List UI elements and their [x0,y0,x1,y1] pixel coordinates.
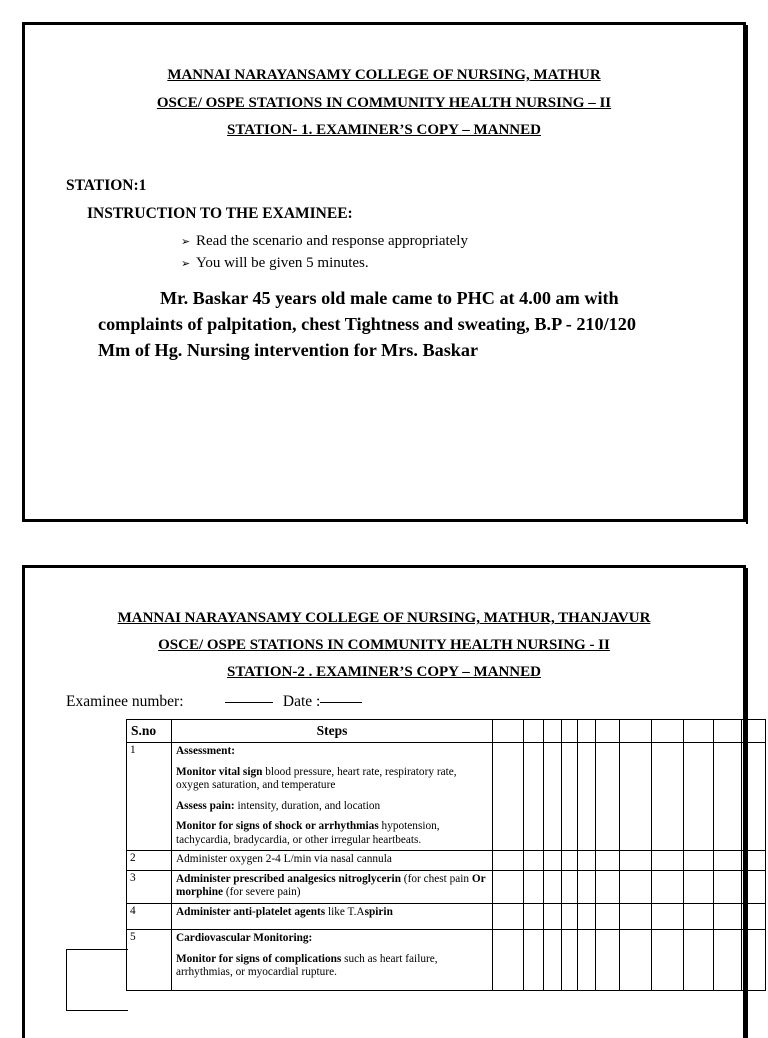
instruction-item: ➢ Read the scenario and response appropriately [181,233,468,249]
arrow-bullet-icon: ➢ [181,236,191,248]
step-cell: Administer anti-platelet agents like T.Aspirin [172,903,493,930]
row-5-extra-border [66,949,128,1011]
station1-label: STATION:1 [66,177,147,194]
step-cell: Administer oxygen 2-4 L/min via nasal cannula [172,851,493,871]
examinee-number-blank [225,702,273,703]
step-cell: Assessment: Monitor vital sign blood pressure, heart rate, respiratory rate, oxygen saturation, and temperature Assess pain: intensity, duration, and location Monitor for signs of shock or arrhythmias hypotension, tachycardia, bradycardia, or other irregular heartbeats. [172,743,493,851]
station1-station-title: STATION- 1. EXAMINER’S COPY – MANNED [227,122,541,138]
sno-header: S.no [127,720,172,743]
scenario-text: Mr. Baskar 45 years old male came to PHC at 4.00 am with complaints of palpitation, chest Tightness and sweating, B.P - 210/120 Mm of Hg. Nursing intervention for Mrs. Baskar [98,288,636,360]
steps-header: Steps [172,720,493,743]
row-number: 2 [127,851,172,871]
steps-table [126,719,766,991]
table-row [127,851,766,871]
row-number: 4 [127,903,172,930]
station2-college-title: MANNAI NARAYANSAMY COLLEGE OF NURSING, MATHUR, THANJAVUR [117,610,651,626]
date-field [225,693,362,711]
station2-station-title: STATION-2 . EXAMINER’S COPY – MANNED [227,664,541,680]
date-blank [320,702,362,703]
station1-college-title: MANNAI NARAYANSAMY COLLEGE OF NURSING, MATHUR [167,67,601,83]
table-row [127,743,766,851]
instruction-heading: INSTRUCTION TO THE EXAMINEE: [87,205,353,222]
row-number: 3 [127,870,172,903]
instruction-item: ➢ You will be given 5 minutes. [181,255,369,271]
arrow-bullet-icon: ➢ [181,258,191,270]
date-label: Date : [282,693,321,710]
row-number: 1 [127,743,172,851]
step-cell: Cardiovascular Monitoring: Monitor for signs of complications such as heart failure, arrhythmias, or myocardial rupture. [172,930,493,991]
table-row [127,930,766,991]
table-row [127,870,766,903]
step-cell: Administer prescribed analgesics nitroglycerin (for chest pain Or morphine (for severe pain) [172,870,493,903]
station2-subject-title: OSCE/ OSPE STATIONS IN COMMUNITY HEALTH NURSING - II [158,637,610,653]
table-header-row [127,720,766,743]
table-row [127,903,766,930]
examinee-number-label: Examinee number: [66,693,184,710]
station1-subject-title: OSCE/ OSPE STATIONS IN COMMUNITY HEALTH NURSING – II [156,95,612,111]
row-number: 5 [127,930,172,991]
